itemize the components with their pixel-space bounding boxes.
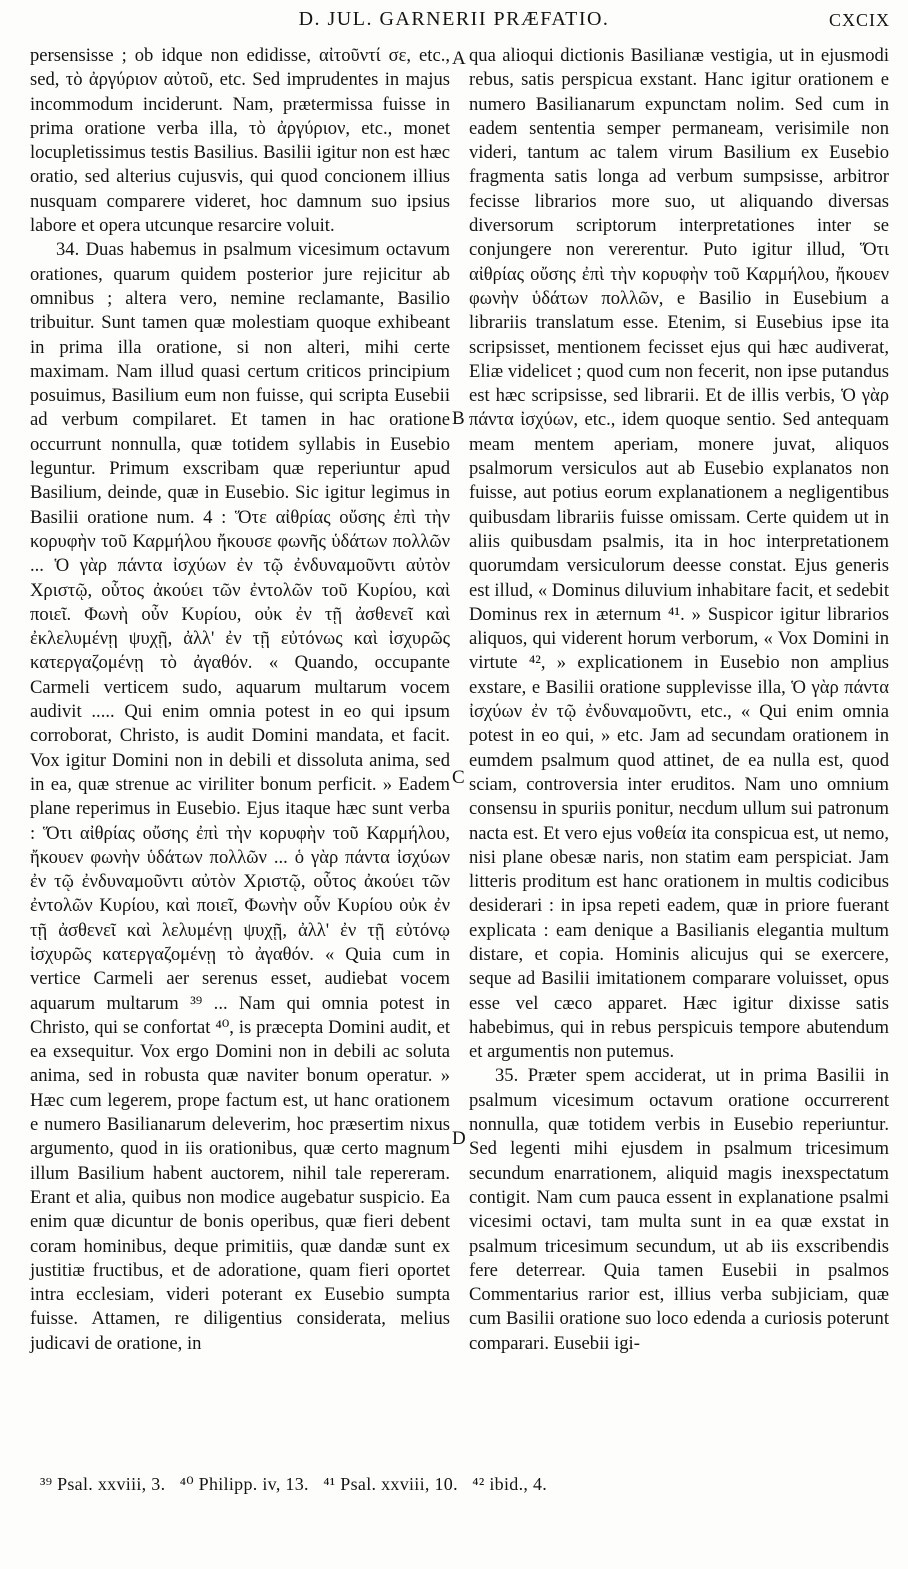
paragraph: persensisse ; ob idque non edidisse, αἰτοῦντί σε, etc., sed, τὸ ἀργύριον αὐτοῦ, etc. Sed imprudentes in majus incommodum inciderunt. Nam, prætermissa fuisse in prima oratione verba illa, τὸ ἀργύριον, etc., monet locupletissimus testis Basilius. Basilii igitur non est hæc oratio, sed alterius cujusvis, qui quod concionem illius nusquam comparere videret, hoc damnum suo ipsius labore et opera utcunque resarcire voluit. [30, 45, 450, 237]
left-column [30, 44, 450, 1356]
footnotes: ³⁹ Psal. xxviii, 3. ⁴⁰ Philipp. iv, 13. ⁴¹ Psal. xxviii, 10. ⁴² ibid., 4. [40, 1474, 548, 1494]
paragraph: 34. Duas habemus in psalmum vicesimum octavum orationes, quarum quidem posterior jure rejicitur ab omnibus ; altera vero, nemine reclamante, Basilio tribuitur. Sunt tamen quæ molestiam quoque exhibeant in prima illa oratione, si non alteri, mihi certe maximam. Nam illud quasi certum criticos principium posuimus, Basilium eum non fuisse, qui scripta Eusebii ad verbum compilaret. Et tamen in hac oratione occurrunt nonnulla, quæ totidem syllabis in Eusebio leguntur. Primum exscribam quæ reperiuntur apud Basilium, deinde, quæ in Eusebio. Sic igitur legimus in Basilii oratione num. 4 : Ὅτε αἰθρίας οὔσης ἐπὶ τὴν κορυφὴν τοῦ Καρμήλου ἤκουσε φωνῆς ὑδάτων πολλῶν ... Ὁ γὰρ πάντα ἰσχύων ἐν τῷ ἐνδυναμοῦντι αὐτὸν Χριστῷ, οὗτος ἀκούει τῶν ἐντολῶν τοῦ Κυρίου, καὶ ποιεῖ. Φωνὴ οὖν Κυρίου, οὐκ ἐν τῇ ἀσθενεῖ καὶ ἐκλελυμένῃ ψυχῇ, ἀλλ' ἐν τῇ εὐτόνως καὶ ἰσχυρῶς κατεργαζομένῃ τὸ ἀγαθόν. « Quando, occupante Carmeli verticem sudo, aquarum multarum vocem audivit ..... Qui enim omnia potest in eo qui ipsum corroborat, Christo, is audit Domini mandata, et facit. Vox igitur Domini non in debili et dissoluta anima, sed in ea, quæ strenue ac viriliter bonum perficit. » Eadem plane reperimus in Eusebio. Ejus itaque hæc sunt verba : Ὅτι αἰθρίας οὔσης ἐπὶ τὴν κορυφὴν τοῦ Καρμήλου, ἤκουεν φωνὴν ὑδάτων πολλῶν ... ὁ γὰρ πάντα ἰσχύων ἐν τῷ ἐνδυναμοῦντι αὐτὸν Χριστῷ, οὗτος ἀκούει τῶν ἐντολῶν Κυρίου, καὶ ποιεῖ, Φωνὴν οὖν Κυρίου οὐκ ἐν τῇ ἀσθενεῖ καὶ λελυμένῃ ψυχῇ, ἀλλ' ἐν τῇ εὐτόνῳ ἰσχυρῶς κατεργαζομένῃ τὸ ἀγαθόν. « Quia cum in vertice Carmeli aer serenus esset, audiebat vocem aquarum multarum ³⁹ ... Nam qui omnia potest in Christo, qui se confortat ⁴⁰, is præcepta Domini audit, et ea exsequitur. Vox ergo Domini non in debili ac soluta anima, sed in robusta quæ naviter bonum operatur. » Hæc cum legerem, prope factum est, ut hanc orationem e numero Basilianarum deleverim, hoc præsertim nixus argumento, quod in iis orationibus, quæ certo magnum illum Basilium habent auctorem, nihil tale repereram. Erant et alia, quibus non modice augebatur suspicio. Ea enim quæ dicuntur de bonis operibus, quæ fieri debent coram hominibus, deque primitiis, quæ dandæ sunt ex justitiæ fructibus, et de adoratione, quam fieri oportet intra ecclesiam, videri poterant ex Eusebio sumpta fuisse. Attamen, re diligentius considerata, melius judicavi de oratione, in [30, 239, 450, 1354]
margin-letter-a: A [452, 48, 466, 69]
paragraph: 35. Præter spem acciderat, ut in prima Basilii in psalmum vicesimum octavum oratione occurrerent nonnulla, quæ totidem verbis in Eusebio reperiuntur. Sed legenti mihi ejusdem in psalmum tricesimum secundum enarrationem, aliquid magis inexspectatum contigit. Nam cum pauca essent in explanatione psalmi vicesimi octavi, tam multa sunt in ea quæ exstat in psalmum tricesimum secundum, ut ab iis exscribendis fere deterrear. Quia tamen Eusebii in psalmos Commentarius rarior est, illius verba subjiciam, quæ cum Basilii oratione suo loco edenda a curiosis poterunt comparari. Eusebii igi- [469, 1065, 889, 1354]
paragraph: qua alioqui dictionis Basilianæ vestigia, ut in ejusmodi rebus, satis perspicua exstant. Hanc igitur orationem e numero Basilianarum expunctam nolim. Sed cum in eadem sententia semper permaneam, verisimile non videri, tantum ac talem virum Basilium ex Eusebio fragmenta satis longa ad verbum sumpsisse, arbitror fecisse librarios more suo, ut aliquando diversas diversorum scriptorum interpretationes inter se conjungere non vererentur. Puto igitur illud, Ὅτι αἰθρίας οὔσης ἐπὶ τὴν κορυφὴν τοῦ Καρμήλου, ἤκουεν φωνὴν ὑδάτων πολλῶν, e Basilio in Eusebium a librariis translatum esse. Etenim, si Eusebius ipse ita scripsisset, mentionem fecisset ejus qui hæc audiverat, Eliæ videlicet ; quod cum non fecerit, non ipse putandus est hæc scripsisse, sed librarii. Et de illis verbis, Ὁ γὰρ πάντα ἰσχύων, etc., idem quoque sentio. Sed antequam meam mentem aperiam, monere juvat, aliquos psalmorum versiculos aut ab Eusebio explanatos non fuisse, aut potius eorum explanationem a negligentibus quibusdam librariis fuisse omissam. Certe quidem ut in aliis quibusdam psalmis, ita in hoc interpretationem quorumdam versiculorum deesse constat. Ejus generis est illud, « Dominus diluvium inhabitare facit, et sedebit Dominus rex in æternum ⁴¹. » Suspicor igitur librarios aliquos, qui viderent horum verborum, « Vox Domini in virtute ⁴², » explicationem in Eusebio non amplius exstare, e Basilii oratione supplevisse illa, Ὁ γὰρ πάντα ἰσχύων ἐν τῷ ἐνδυναμοῦντι, etc., « Qui enim omnia potest in eo qui, » etc. Jam ad secundam orationem in eumdem psalmum quod attinet, de ea nulla est, quod sciam, controversia inter eruditos. Nam uno omnium consensu in spuriis ponitur, necdum ullum sui patronum nacta est. Et vero ejus νοθεία ita conspicua est, ut nemo, nisi plane obesæ naris, non statim eam perspiciat. Jam litteris proditum est hanc orationem in multis codicibus desiderari : in ipsa repeti eadem, quæ in priore fuerant explicata : eam denique a Basilianis elegantia multum distare, et copia. Hominis alicujus qui se exercere, seque ad Basilii imitationem comparare voluisset, opus esse vel cæco apparet. Hæc igitur dixisse satis habebimus, qui in rebus perspicuis tempore abutendum et argumentis non putemus. [469, 45, 889, 1063]
margin-letter-b: B [452, 408, 465, 429]
margin-letter-c: C [452, 767, 465, 788]
right-column [469, 44, 889, 1356]
page-number: CXCIX [828, 10, 890, 30]
margin-letter-d: D [452, 1128, 466, 1149]
page-title: D. JUL. GARNERII PRÆFATIO. [298, 8, 610, 30]
running-header [0, 8, 908, 42]
